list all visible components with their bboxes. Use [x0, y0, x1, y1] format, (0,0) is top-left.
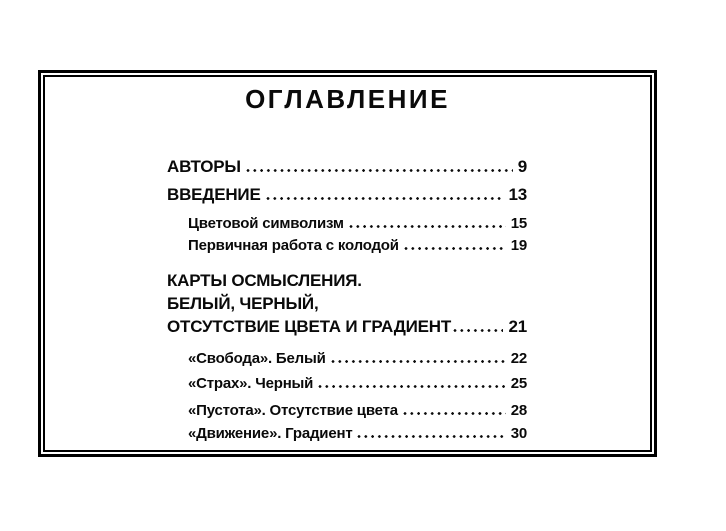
toc-entry-page: 15 [510, 215, 527, 232]
toc-entry-label: «Пустота». Отсутствие цвета [188, 402, 398, 419]
toc-entry-page: 30 [510, 425, 527, 442]
toc-entry-label: «Свобода». Белый [188, 350, 326, 367]
toc-entry-pustota-otsutstvie[interactable] [188, 402, 527, 419]
toc-entry-page: 28 [510, 402, 527, 419]
toc-entry-svoboda-bely[interactable] [188, 350, 527, 367]
toc-entry-tsvetovoy-simvolizm[interactable] [188, 215, 527, 232]
toc-entry-page: 13 [508, 185, 527, 204]
dot-leader [403, 412, 506, 415]
toc-entry-label: АВТОРЫ [167, 157, 241, 176]
toc-entry-page: 19 [510, 237, 527, 254]
toc-frame-inner-border [43, 75, 652, 452]
dot-leader [318, 385, 506, 388]
dot-leader [246, 169, 513, 172]
toc-entry-page: 9 [517, 157, 527, 176]
toc-entry-page: 25 [510, 375, 527, 392]
toc-entry-label: Цветовой символизм [188, 215, 344, 232]
dot-leader [331, 360, 506, 363]
toc-entry-line: ОТСУТСТВИЕ ЦВЕТА И ГРАДИЕНТ [167, 317, 452, 336]
toc-entry-vvedenie[interactable] [167, 185, 527, 205]
dot-leader [357, 435, 505, 438]
dot-leader [266, 197, 504, 200]
dot-leader [349, 225, 506, 228]
toc-entry-page: 21 [508, 317, 527, 336]
toc-entry-line: БЕЛЫЙ, ЧЕРНЫЙ, [167, 294, 319, 313]
toc-entry-karty-osmysleniya[interactable] [167, 269, 527, 338]
toc-entry-pervichnaya-rabota[interactable] [188, 237, 527, 254]
toc-entry-line: КАРТЫ ОСМЫСЛЕНИЯ. [167, 271, 362, 290]
toc-entry-dvizhenie-gradient[interactable] [188, 425, 527, 442]
toc-entry-label: ВВЕДЕНИЕ [167, 185, 261, 204]
dot-leader [404, 247, 506, 250]
toc-entry-label: «Страх». Черный [188, 375, 314, 392]
toc-frame [38, 70, 657, 457]
dot-leader [453, 329, 503, 332]
toc-entry-label: Первичная работа с колодой [188, 237, 399, 254]
toc-entry-strakh-cherny[interactable] [188, 375, 527, 392]
toc-entry-avtory[interactable] [167, 157, 527, 177]
toc-entry-page: 22 [510, 350, 527, 367]
toc-title: ОГЛАВЛЕНИЕ [245, 84, 450, 114]
toc-entry-label: «Движение». Градиент [188, 425, 353, 442]
